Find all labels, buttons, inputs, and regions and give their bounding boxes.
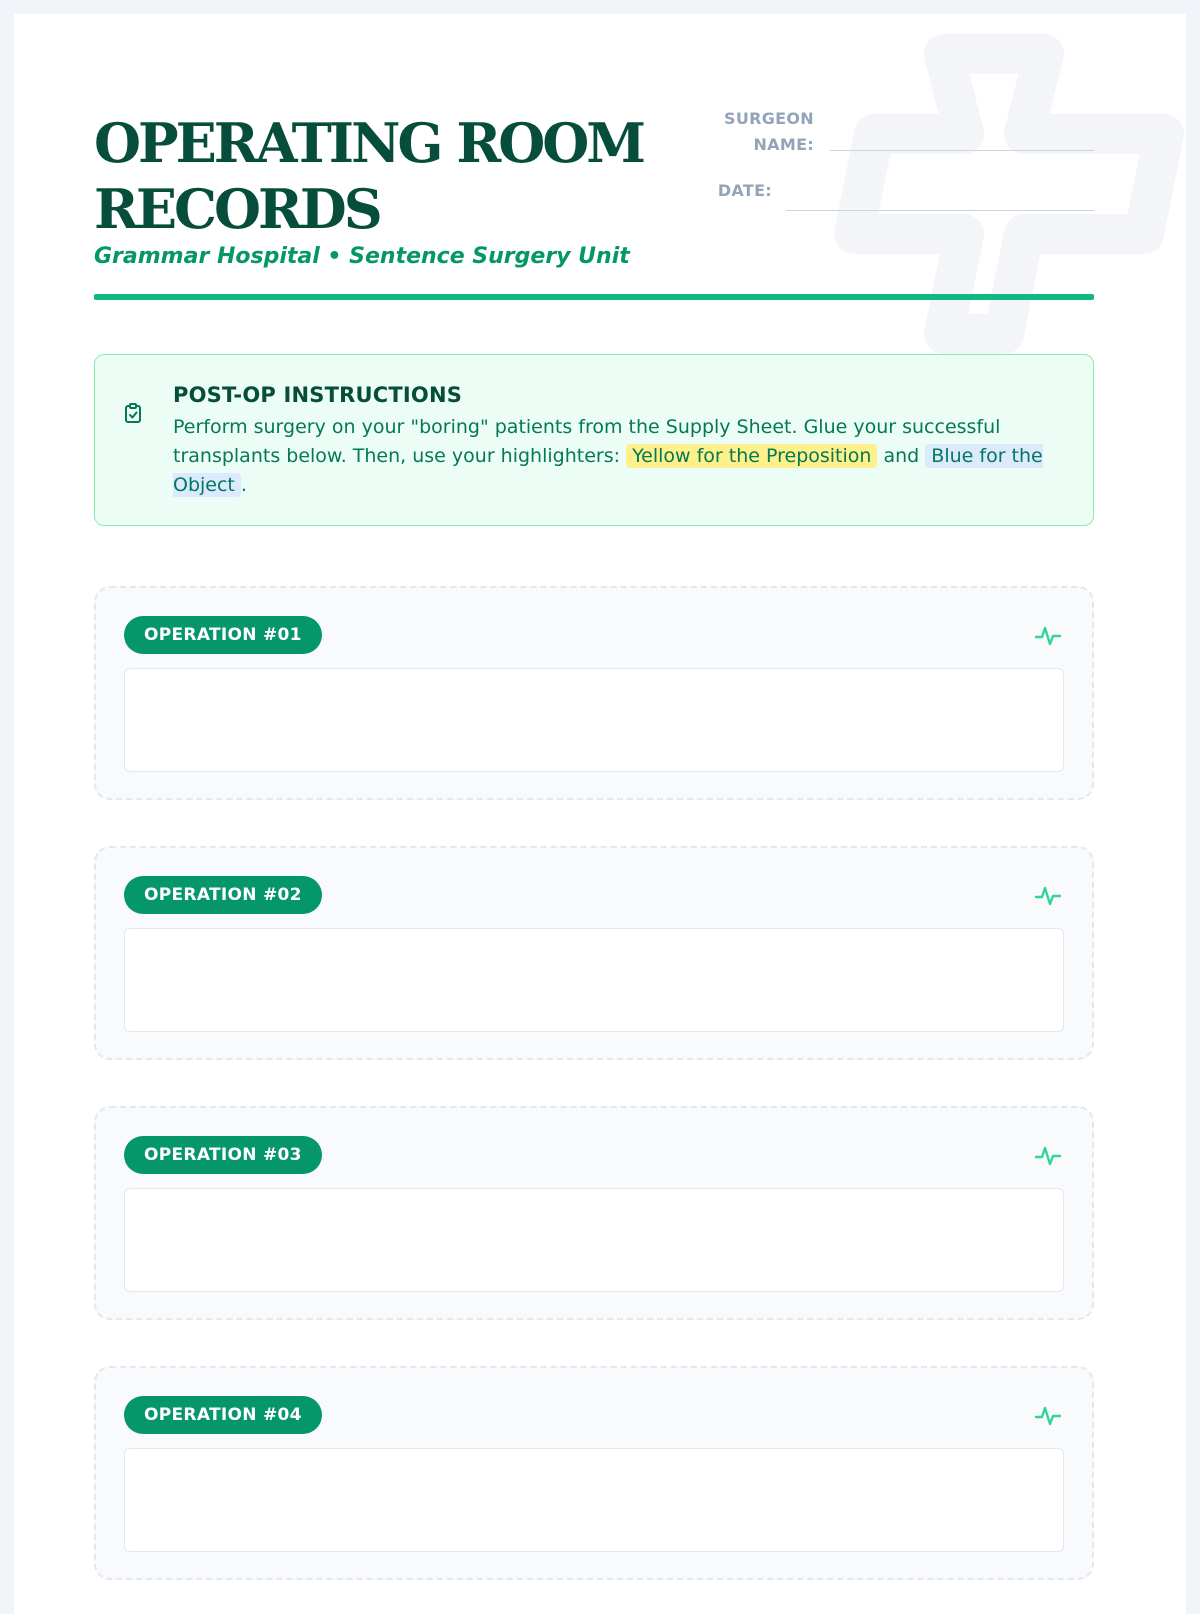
- instructions-text: Perform surgery on your "boring" patients from the Supply Sheet. Glue your successful transplants below. Then, use your highlighters:: [173, 416, 1001, 467]
- instructions-heading: POST-OP INSTRUCTIONS: [173, 383, 463, 407]
- title-line-2: RECORDS: [94, 177, 380, 241]
- pulse-icon: [1034, 1142, 1062, 1170]
- surgeon-label-line-2: NAME:: [753, 135, 814, 154]
- instructions-panel: [94, 354, 1094, 526]
- surgeon-label-line-1: SURGEON: [724, 109, 814, 128]
- pulse-icon: [1034, 622, 1062, 650]
- pulse-icon: [1034, 1402, 1062, 1430]
- instructions-end: .: [240, 474, 247, 496]
- date-label: DATE:: [717, 181, 772, 200]
- operation-badge: OPERATION #02: [124, 876, 322, 914]
- pulse-icon: [1034, 882, 1062, 910]
- highlight-yellow-label: Yellow for the Preposition: [626, 444, 877, 468]
- operation-card: [94, 586, 1094, 800]
- page-subtitle: Grammar Hospital • Sentence Surgery Unit: [94, 244, 630, 269]
- operation-answer-box[interactable]: [124, 928, 1064, 1032]
- title-line-1: OPERATING ROOM: [94, 111, 644, 175]
- worksheet-page: [14, 14, 1186, 1614]
- operation-card: [94, 1106, 1094, 1320]
- operation-answer-box[interactable]: [124, 668, 1064, 772]
- operation-card: [94, 1366, 1094, 1580]
- instructions-connector: and: [883, 445, 920, 467]
- operation-answer-box[interactable]: [124, 1188, 1064, 1292]
- surgeon-name-field[interactable]: [830, 150, 1094, 151]
- page-header: [94, 110, 1094, 310]
- instructions-body: [173, 413, 1073, 500]
- operation-answer-box[interactable]: [124, 1448, 1064, 1552]
- surgeon-name-label: [704, 106, 814, 158]
- clipboard-check-icon: [121, 401, 145, 425]
- highlight-blue-label: Blue for the Object: [173, 445, 1043, 496]
- operation-card: [94, 846, 1094, 1060]
- header-divider: [94, 294, 1094, 300]
- date-field[interactable]: [786, 210, 1094, 211]
- operation-badge: OPERATION #03: [124, 1136, 322, 1174]
- operation-badge: OPERATION #04: [124, 1396, 322, 1434]
- operation-badge: OPERATION #01: [124, 616, 322, 654]
- page-title: [94, 110, 694, 242]
